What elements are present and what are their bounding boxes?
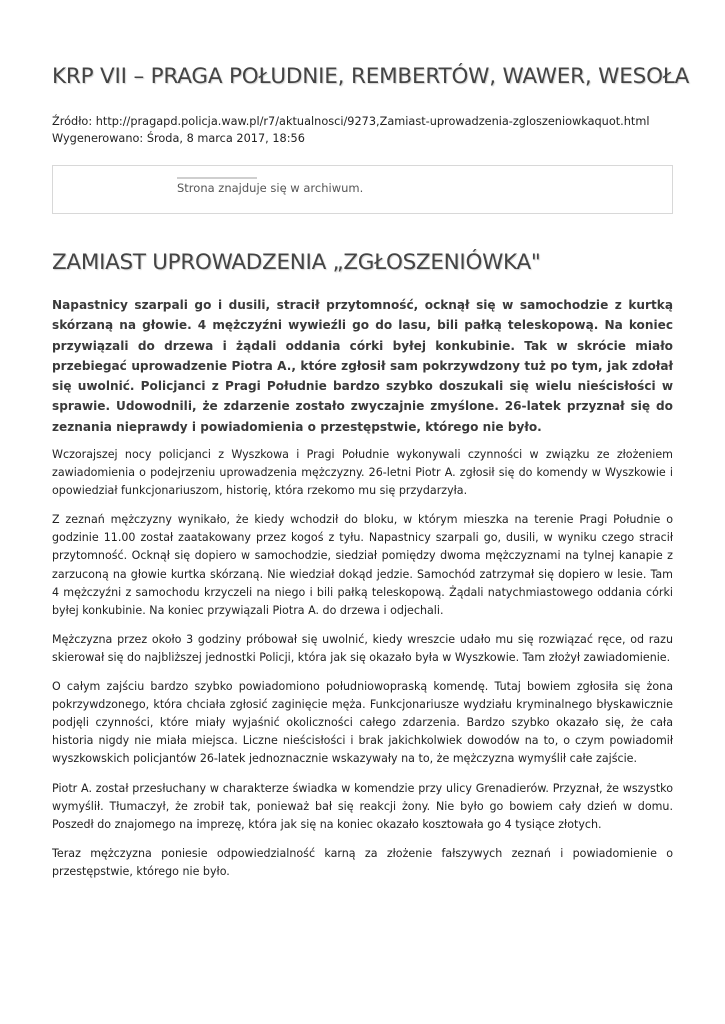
notice-divider	[177, 177, 257, 179]
article-paragraph: Z zeznań mężczyzny wynikało, że kiedy wchodził do bloku, w którym mieszka na terenie Pragi Południe o godzinie 11.00 został zaatakowany przez kogoś z tyłu. Napastnicy szarpali go, dusili, w wyniku czego stracił przytomność. Ocknął się dopiero w samochodzie, siedział pomiędzy dwoma mężczyznami na tylnej kanapie z zarzuconą na głowie kurtka skórzaną. Nie wiedział dokąd jedzie. Samochód zatrzymał się dopiero w lesie. Tam 4 mężczyźni z samochodu krzyczeli na niego i bili pałką teleskopową. Żądali natychmiastowego oddania córki byłej konkubinie. Na koniec przywiązali Piotra A. do drzewa i odjechali.	[52, 513, 673, 617]
article-paragraph: Piotr A. został przesłuchany w charakterze świadka w komendzie przy ulicy Grenadierów. Przyznał, że wszystko wymyślił. Tłumaczył, że zrobił tak, ponieważ bał się reakcji żony. Nie było go bowiem cały dzień w domu. Poszedł do znajomego na imprezę, która jak się na koniec okazało kosztowała go 4 tysiące złotych.	[52, 781, 673, 831]
article-body	[52, 446, 673, 892]
generated-date: Wygenerowano: Środa, 8 marca 2017, 18:56	[52, 132, 305, 145]
document-meta	[52, 113, 650, 147]
article-paragraph: O całym zajściu bardzo szybko powiadomiono południowopraską komendę. Tutaj bowiem zgłosiła się żona pokrzywdzonego, która chciała zgłosić zaginięcie męża. Funkcjonariusze wydziału kryminalnego błyskawicznie podjęli czynności, które miały wyjaśnić okoliczności całego zdarzenia. Bardzo szybko okazało się, że cała historia nigdy nie miała miejsca. Liczne nieścisłości i brak jakichkolwiek dowodów na to, o czym powiadomił wyszkowskich policjantów 26-latek jednoznacznie wskazywały na to, że mężczyzna wymyślił całe zajście.	[52, 680, 673, 766]
site-title: KRP VII – PRAGA POŁUDNIE, REMBERTÓW, WAWER, WESOŁA	[52, 64, 690, 89]
article-title: ZAMIAST UPROWADZENIA „ZGŁOSZENIÓWKA"	[52, 250, 541, 275]
article-lead: Napastnicy szarpali go i dusili, stracił przytomność, ocknął się w samochodzie z kurtką skórzaną na głowie. 4 mężczyźni wywieźli go do lasu, bili pałką teleskopową. Na koniec przywiązali do drzewa i żądali oddania córki byłej konkubinie. Tak w skrócie miało przebiegać uprowadzenie Piotra A., które zgłosił sam pokrzywdzony tuż po tym, jak zdołał się uwolnić. Policjanci z Pragi Południe bardzo szybko doszukali się wielu nieścisłości w sprawie. Udowodnili, że zdarzenie zostało zwyczajnie zmyślone. 26-latek przyznał się do zeznania nieprawdy i powiadomienia o przestępstwie, którego nie było.	[52, 298, 673, 434]
archive-notice-text: Strona znajduje się w archiwum.	[177, 181, 364, 195]
article-paragraph: Teraz mężczyzna poniesie odpowiedzialność karną za złożenie fałszywych zeznań i powiadomienie o przestępstwie, którego nie było.	[52, 846, 673, 878]
article-paragraph: Wczorajszej nocy policjanci z Wyszkowa i Pragi Południe wykonywali czynności w związku ze złożeniem zawiadomienia o podejrzeniu uprowadzenia mężczyzny. 26-letni Piotr A. zgłosił się do komendy w Wyszkowie i opowiedział funkcjonariuszom, historię, która rzekomo mu się przydarzyła.	[52, 448, 673, 498]
article-paragraph: Mężczyzna przez około 3 godziny próbował się uwolnić, kiedy wreszcie udało mu się rozwiązać ręce, od razu skierował się do najbliższej jednostki Policji, która jak się okazało była w Wyszkowie. Tam złożył zawiadomienie.	[52, 632, 673, 664]
archive-notice	[52, 165, 673, 214]
source-url: Źródło: http://pragapd.policja.waw.pl/r7/aktualnosci/9273,Zamiast-uprowadzenia-zgloszeniowkaquot.html	[52, 115, 650, 128]
